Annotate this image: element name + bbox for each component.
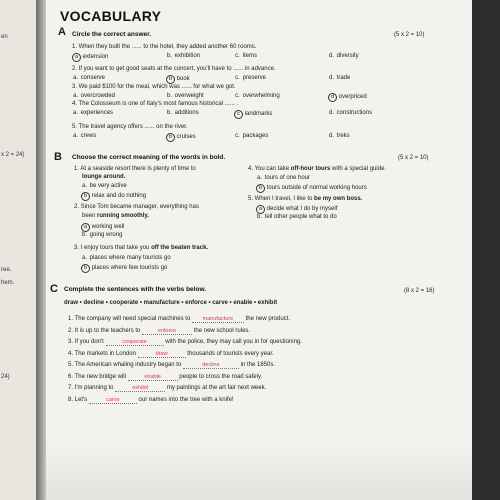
a-q2-option-a[interactable] bbox=[72, 75, 105, 81]
option-text: cruises bbox=[176, 134, 196, 140]
a-q2-option-c[interactable] bbox=[234, 75, 266, 81]
option-letter: c. bbox=[235, 93, 240, 99]
prev-page-fragment: x 2 = 24) bbox=[1, 152, 25, 158]
a-q3-option-d[interactable] bbox=[328, 93, 367, 102]
sentence-end: in the 1850s. bbox=[240, 362, 275, 368]
a-q5-option-a[interactable] bbox=[72, 133, 96, 139]
a-q4-option-a[interactable] bbox=[72, 110, 113, 116]
a-q5-option-c[interactable] bbox=[234, 133, 268, 139]
option-text: additions bbox=[174, 110, 199, 116]
answer-blank[interactable]: draw bbox=[138, 351, 186, 358]
sentence-end: the new school rules. bbox=[193, 327, 251, 334]
option-text: items bbox=[242, 53, 258, 59]
book-gutter bbox=[36, 0, 46, 500]
section-b-heading: Choose the correct meaning of the words in bold. bbox=[72, 154, 226, 161]
sentence-end: thousands of tourists every year. bbox=[187, 350, 274, 357]
c-sentence-2 bbox=[68, 328, 250, 335]
word-bank: draw • decline • cooperate • manufacture • enforce • carve • enable • exhibit bbox=[64, 300, 278, 306]
option-letter: d. bbox=[328, 133, 334, 139]
section-a-score: (5 x 2 = 10) bbox=[394, 32, 425, 38]
c-sentence-6 bbox=[68, 374, 262, 381]
b-q5-option-b[interactable]: b. tell other people what to do bbox=[256, 214, 337, 220]
a-question-4: 4. The Colosseum is one of Italy's most famous historical ...... . bbox=[72, 101, 239, 107]
answer-blank[interactable]: cooperate bbox=[106, 339, 164, 346]
section-b-letter: B bbox=[54, 151, 62, 163]
sentence-end: people to cross the road safely. bbox=[179, 373, 263, 380]
option-letter: a. bbox=[72, 133, 78, 139]
sentence-start: 6. The new bridge will bbox=[68, 373, 126, 380]
sentence-start: 2. It is up to the teachers to bbox=[68, 327, 141, 334]
a-question-2: 2. If you want to get good seats at the concert, you'll have to ...... in advance. bbox=[72, 66, 276, 72]
option-letter: b. bbox=[166, 110, 172, 116]
option-text: book bbox=[176, 76, 190, 82]
a-q2-option-b[interactable] bbox=[166, 75, 190, 84]
option-text: extension bbox=[82, 54, 109, 60]
c-sentence-7 bbox=[68, 385, 266, 392]
section-a-heading: Circle the correct answer. bbox=[72, 31, 152, 38]
option-letter: c bbox=[234, 110, 243, 119]
b-q1-text: 1. At a seaside resort there is plenty of time to bbox=[74, 166, 196, 172]
answer-blank[interactable]: manufacture bbox=[192, 316, 244, 323]
a-q5-option-d[interactable] bbox=[328, 133, 350, 139]
sentence-end: my paintings at the art fair next week. bbox=[166, 385, 267, 391]
a-q1-option-b[interactable] bbox=[166, 53, 200, 59]
option-text: overpriced bbox=[338, 94, 367, 100]
option-text: constructions bbox=[336, 110, 373, 116]
option-letter: d. bbox=[328, 110, 334, 116]
section-c-heading: Complete the sentences with the verbs below. bbox=[64, 286, 207, 293]
a-question-5: 5. The travel agency offers ...... on the river. bbox=[72, 124, 188, 130]
answer-blank[interactable]: enforce bbox=[142, 328, 192, 335]
a-q3-option-b[interactable] bbox=[166, 93, 204, 99]
option-text: packages bbox=[242, 133, 269, 139]
answer-blank[interactable]: exhibit bbox=[115, 385, 165, 392]
option-text: conserve bbox=[80, 75, 106, 81]
section-c-score: (8 x 2 = 16) bbox=[404, 288, 435, 294]
option-text: landmarks bbox=[244, 111, 273, 117]
option-text: diversity bbox=[336, 53, 359, 59]
prev-page-fragment: ree. bbox=[1, 267, 12, 273]
section-a-letter: A bbox=[58, 26, 66, 38]
previous-page-edge bbox=[0, 0, 36, 500]
a-question-1: 1. When they built the ...... to the hotel, they added another 60 rooms. bbox=[72, 44, 257, 50]
option-text: exhibition bbox=[174, 53, 201, 59]
sentence-start: 3. If you don't bbox=[68, 339, 104, 345]
page-title: VOCABULARY bbox=[60, 8, 162, 24]
a-q1-option-a[interactable] bbox=[72, 53, 108, 62]
option-letter: a bbox=[72, 53, 81, 62]
option-text: overcrowded bbox=[80, 93, 116, 99]
option-text: overwhelming bbox=[242, 93, 280, 99]
b-q3-option-a[interactable]: a. places where many tourists go bbox=[81, 255, 171, 261]
b-q2-line2: been running smoothly. bbox=[82, 213, 149, 219]
b-q1-option-a[interactable]: a. be very active bbox=[81, 183, 127, 189]
sentence-end: our names into the tree with a knife! bbox=[138, 396, 234, 403]
sentence-end: the new product. bbox=[245, 316, 291, 322]
section-b-score: (5 x 2 = 10) bbox=[398, 155, 429, 161]
option-letter: d. bbox=[328, 53, 334, 59]
a-q3-option-c[interactable] bbox=[234, 93, 280, 99]
a-q2-option-d[interactable] bbox=[328, 75, 350, 81]
option-text: trade bbox=[336, 75, 351, 81]
option-letter: c. bbox=[235, 53, 240, 59]
b-q5-option-a[interactable]: a decide what I do by myself bbox=[256, 205, 337, 214]
c-sentence-5 bbox=[68, 362, 275, 369]
a-q4-option-d[interactable] bbox=[328, 110, 372, 116]
option-letter: c. bbox=[235, 133, 240, 139]
a-q3-option-a[interactable] bbox=[72, 93, 115, 99]
section-c-letter: C bbox=[50, 283, 58, 295]
sentence-start: 5. The American whaling industry began to bbox=[68, 362, 182, 368]
option-letter: b. bbox=[166, 53, 172, 59]
prev-page-fragment: 24) bbox=[1, 374, 10, 380]
sentence-start: 1. The company will need special machines to bbox=[68, 316, 191, 322]
answer-blank[interactable]: carve bbox=[89, 397, 137, 404]
option-letter: a. bbox=[72, 110, 78, 116]
b-q4-option-b[interactable]: b tours outside of normal working hours bbox=[256, 184, 367, 193]
option-letter: b. bbox=[166, 93, 172, 99]
workbook-page bbox=[46, 0, 472, 500]
option-text: treks bbox=[336, 133, 350, 139]
option-letter: b bbox=[166, 133, 175, 142]
c-sentence-8 bbox=[68, 397, 234, 404]
a-q1-option-d[interactable] bbox=[328, 53, 359, 59]
b-q5-text: 5. When I travel, I like to be my own boss. bbox=[248, 196, 363, 202]
b-q4-text: 4. You can take off-hour tours with a special guide. bbox=[248, 166, 387, 172]
sentence-start: 7. I'm planning to bbox=[68, 385, 114, 391]
option-text: experiences bbox=[80, 110, 114, 116]
background-edge bbox=[472, 0, 500, 500]
prev-page-fragment: hem. bbox=[1, 280, 15, 286]
b-q4-option-a[interactable]: a. tours of one hour bbox=[256, 175, 311, 181]
b-q1-option-b[interactable]: b relax and do nothing bbox=[81, 192, 146, 201]
c-sentence-1 bbox=[68, 316, 290, 323]
a-q4-option-c[interactable] bbox=[234, 110, 272, 119]
page-shadow bbox=[46, 440, 472, 500]
option-letter: d bbox=[328, 93, 337, 102]
sentence-start: 4. The markets in London bbox=[68, 350, 136, 357]
c-sentence-3 bbox=[68, 339, 302, 346]
answer-blank[interactable]: enable bbox=[128, 374, 178, 381]
a-q1-option-c[interactable] bbox=[234, 53, 257, 59]
prev-page-fragment: en bbox=[1, 34, 8, 40]
option-letter: a. bbox=[72, 75, 78, 81]
b-q3-text: 3. I enjoy tours that take you off the beaten track. bbox=[74, 245, 209, 251]
sentence-end: with the police, they may call you in for questioning. bbox=[165, 339, 302, 345]
b-q2-option-b[interactable]: b. going wrong bbox=[81, 232, 123, 238]
option-text: crews bbox=[80, 133, 97, 139]
c-sentence-4 bbox=[68, 351, 274, 358]
option-letter: c. bbox=[235, 75, 240, 81]
a-q4-option-b[interactable] bbox=[166, 110, 199, 116]
b-q1-bold: lounge around. bbox=[82, 174, 126, 180]
option-text: preserve bbox=[242, 75, 267, 81]
option-letter: b bbox=[166, 75, 175, 84]
option-text: overweight bbox=[174, 93, 204, 99]
option-letter: d. bbox=[328, 75, 334, 81]
a-q5-option-b[interactable] bbox=[166, 133, 196, 142]
a-question-3: 3. We paid $100 for the meal, which was ...... for what we got. bbox=[72, 84, 236, 90]
sentence-start: 8. Let's bbox=[68, 396, 88, 403]
b-q2-option-a[interactable]: a working well bbox=[81, 223, 124, 232]
answer-blank[interactable]: decline bbox=[183, 362, 239, 369]
b-q2-text: 2. Since Tom became manager, everything has bbox=[74, 204, 199, 210]
option-letter: a. bbox=[72, 93, 78, 99]
b-q3-option-b[interactable]: b places where few tourists go bbox=[81, 264, 167, 273]
